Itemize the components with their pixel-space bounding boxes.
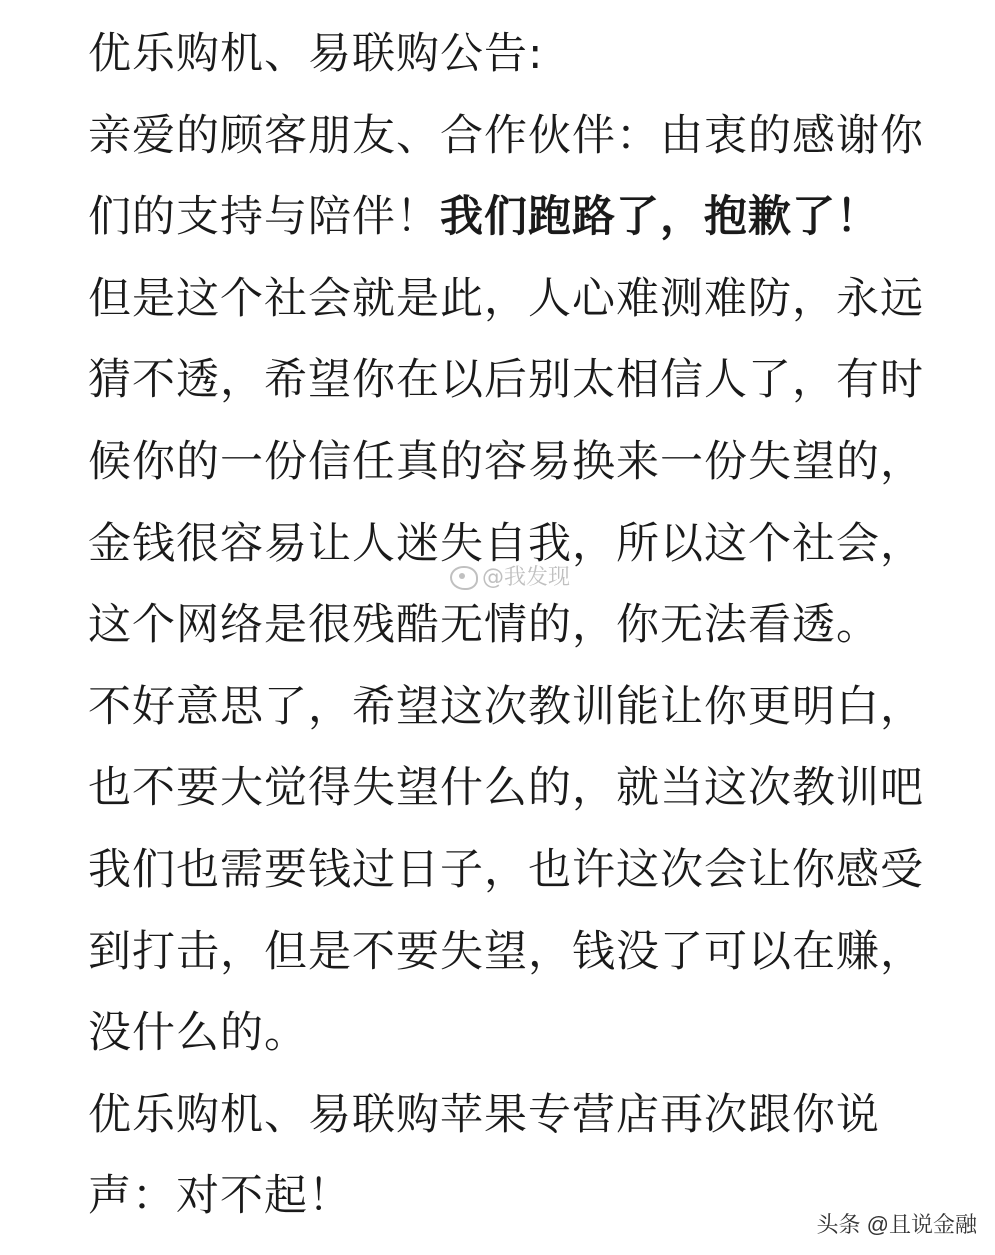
notice-line: 优乐购机、易联购苹果专营店再次跟你说 [88,1089,880,1140]
source-credit: 头条 @且说金融 [816,1212,977,1237]
notice-line: 猜不透，希望你在以后别太相信人了，有时 [88,355,924,406]
notice-line: 也不要大觉得失望什么的，就当这次教训吧 [88,763,924,814]
watermark [450,560,570,591]
notice-line: 但是这个社会就是此，人心难测难防，永远 [88,273,924,324]
notice-emphasis: 我们跑路了，抱歉了！ [440,192,880,243]
notice-line: 没什么的。 [88,1008,308,1059]
notice-line: 声：对不起！ [88,1171,352,1222]
notice-line: 这个网络是很残酷无情的，你无法看透。 [88,600,880,651]
notice-line: 亲爱的顾客朋友、合作伙伴：由衷的感谢你 [88,110,924,161]
notice-line [88,177,958,259]
notice-line-text: 们的支持与陪伴！ [88,192,440,243]
notice-line: 不好意思了，希望这次教训能让你更明白， [88,681,924,732]
notice-body [88,14,958,1238]
watermark-text: @我发现 [482,565,571,590]
notice-title: 优乐购机、易联购公告: [88,29,544,79]
notice-line: 金钱很容易让人迷失自我，所以这个社会， [88,518,924,569]
notice-line: 我们也需要钱过日子，也许这次会让你感受 [88,844,924,895]
notice-line: 候你的一份信任真的容易换来一份失望的， [88,436,924,487]
weibo-icon [450,566,478,590]
notice-line: 到打击，但是不要失望，钱没了可以在赚， [88,926,924,977]
